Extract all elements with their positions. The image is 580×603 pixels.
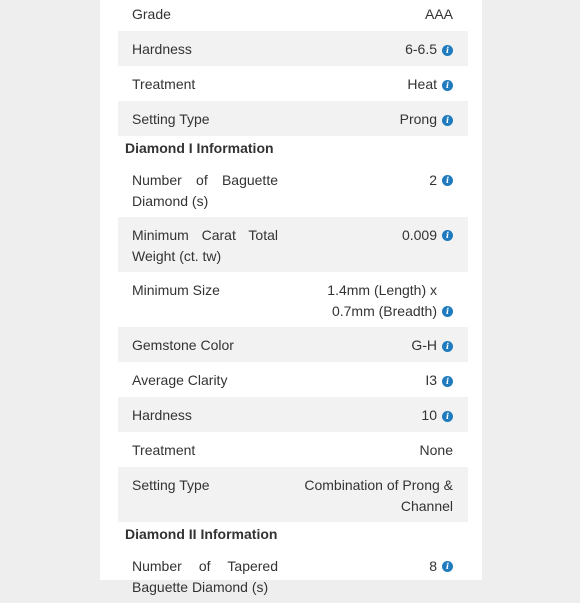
spec-label: Setting Type [132, 111, 210, 127]
spec-row-setting-type [118, 101, 468, 136]
info-icon[interactable]: i [442, 306, 453, 317]
spec-label: Grade [132, 6, 171, 22]
spec-value-line-1: Combination of Prong & [304, 477, 453, 493]
spec-row-average-clarity [118, 362, 468, 397]
spec-row-grade [118, 0, 468, 31]
spec-value-text: Heat [407, 76, 437, 92]
spec-row-setting-type-diamond [118, 467, 468, 522]
spec-row-min-carat-weight [118, 217, 468, 272]
spec-label: Treatment [132, 76, 196, 92]
spec-label: Average Clarity [132, 372, 228, 388]
section-heading-diamond-2: Diamond II Information [125, 526, 278, 542]
spec-value-text: 6-6.5 [405, 41, 437, 57]
info-icon[interactable]: i [442, 341, 453, 352]
spec-row-hardness-diamond [118, 397, 468, 432]
info-icon[interactable]: i [442, 411, 453, 422]
info-icon[interactable]: i [442, 115, 453, 126]
spec-value-text: 0.009 [401, 227, 437, 243]
spec-value-text: I3 [425, 372, 437, 388]
spec-value [278, 109, 453, 130]
spec-row-treatment-diamond [118, 432, 468, 467]
info-icon[interactable]: i [442, 230, 453, 241]
spec-row-tapered-baguette-count [118, 548, 468, 603]
spec-label: Hardness [132, 41, 192, 57]
spec-value [278, 4, 453, 25]
spec-value [278, 475, 453, 516]
spec-value [278, 39, 453, 60]
spec-label: Minimum Carat Total Weight (ct. tw) [132, 227, 278, 264]
spec-row-hardness [118, 31, 468, 66]
info-icon[interactable]: i [442, 561, 453, 572]
spec-value [278, 170, 453, 191]
info-icon[interactable]: i [442, 45, 453, 56]
spec-value-text: None [419, 442, 453, 458]
spec-value [278, 405, 453, 426]
spec-value-line-1: 1.4mm (Length) x [327, 282, 437, 298]
spec-value-text [327, 280, 437, 321]
spec-label: Treatment [132, 442, 196, 458]
info-icon[interactable]: i [442, 175, 453, 186]
spec-value [278, 225, 453, 246]
product-details-panel [100, 0, 482, 595]
info-icon[interactable]: i [442, 80, 453, 91]
spec-label: Gemstone Color [132, 337, 234, 353]
spec-table [118, 0, 468, 603]
spec-row-baguette-count [118, 162, 468, 217]
section-heading-diamond-1: Diamond I Information [125, 140, 274, 156]
spec-value-text: 8 [429, 558, 437, 574]
spec-value-text: 2 [429, 172, 437, 188]
info-icon[interactable]: i [442, 376, 453, 387]
spec-value [278, 440, 453, 461]
spec-value-text: AAA [424, 6, 453, 22]
spec-value [278, 280, 453, 321]
spec-value-text: G-H [411, 337, 437, 353]
spec-row-min-size [118, 272, 468, 327]
spec-value [278, 74, 453, 95]
spec-label: Number of Tapered Baguette Diamond (s) [132, 558, 278, 595]
spec-value-text [304, 475, 453, 516]
spec-value-line-2: 0.7mm (Breadth) [331, 302, 437, 319]
spec-row-treatment [118, 66, 468, 101]
spec-value [278, 556, 453, 577]
spec-label: Minimum Size [132, 282, 220, 298]
spec-value [278, 335, 453, 356]
spec-value-text: 10 [421, 407, 437, 423]
spec-label: Hardness [132, 407, 192, 423]
spec-label: Number of Baguette Diamond (s) [132, 172, 278, 209]
spec-row-gemstone-color [118, 327, 468, 362]
spec-value-text: Prong [399, 111, 437, 127]
spec-label: Setting Type [132, 477, 210, 493]
spec-value-line-2: Channel [400, 497, 453, 514]
spec-value [278, 370, 453, 391]
